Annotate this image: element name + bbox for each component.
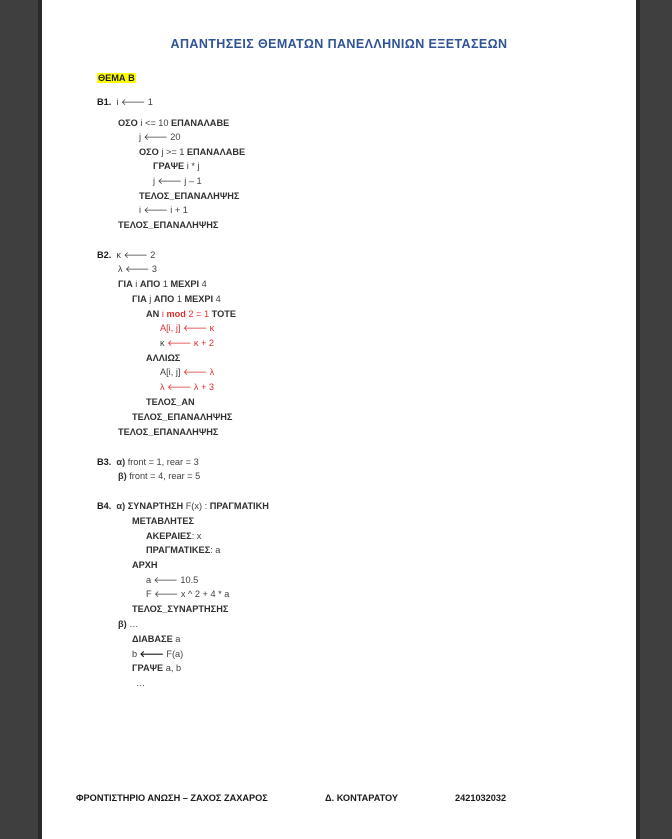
b2-line-13: ΤΕΛΟΣ_ΕΠΑΝΑΛΗΨΗΣ xyxy=(118,427,219,437)
b4-line-6: a 🡐 10.5 xyxy=(146,575,199,586)
b1-line-4: ΟΣΟ j >= 1 ΕΠΑΝΑΛΑΒΕ xyxy=(139,147,246,157)
page-title: ΑΠΑΝΤΗΣΕΙΣ ΘΕΜΑΤΩΝ ΠΑΝΕΛΛΗΝΙΩΝ ΕΞΕΤΑΣΕΩΝ xyxy=(170,37,508,51)
b2-line-4: ΓΙΑ j ΑΠΟ 1 ΜΕΧΡΙ 4 xyxy=(132,294,221,304)
b4-line-b: β) … xyxy=(118,619,139,629)
b4-line-11: ΓΡΑΨΕ a, b xyxy=(132,663,182,673)
b1-line-7: ΤΕΛΟΣ_ΕΠΑΝΑΛΗΨΗΣ xyxy=(139,191,240,201)
footer-school: ΦΡΟΝΤΙΣΤΗΡΙΟ ΑΝΩΣΗ – ΖΑΧΟΣ ΖΑΧΑΡΟΣ xyxy=(76,793,268,803)
b2-line-8: ΑΛΛΙΩΣ xyxy=(146,353,181,363)
b1-line-5: ΓΡΑΨΕ i * j xyxy=(153,161,200,171)
b4-line-9: ΔΙΑΒΑΣΕ a xyxy=(132,634,181,644)
b2-line-1: Β2. κ 🡐 2 xyxy=(97,250,156,261)
footer-phone: 2421032032 xyxy=(455,793,507,803)
b4-line-3: ΑΚΕΡΑΙΕΣ: x xyxy=(146,531,202,541)
section-heading xyxy=(97,72,136,84)
arrow-left-icon: 🡐 xyxy=(154,590,179,600)
b1-label: Β1. xyxy=(97,97,112,107)
b4-line-12: … xyxy=(136,678,146,688)
b4-line-7: F 🡐 x ^ 2 + 4 * a xyxy=(146,589,230,600)
footer-author: Δ. ΚΟΝΤΑΡΑΤΟΥ xyxy=(325,793,399,803)
b1-line-2: ΟΣΟ i <= 10 ΕΠΑΝΑΛΑΒΕ xyxy=(118,118,230,128)
b3-line-b: β) front = 4, rear = 5 xyxy=(118,471,201,481)
b2-line-5: ΑΝ i mod 2 = 1 ΤΟΤΕ xyxy=(146,309,236,319)
b3-label: Β3. xyxy=(97,457,112,467)
b1-line-8: i 🡐 i + 1 xyxy=(139,205,188,216)
arrow-left-icon: 🡐 xyxy=(123,251,148,261)
arrow-left-icon: 🡐 xyxy=(157,177,182,187)
arrow-left-icon: 🡐 xyxy=(153,576,178,586)
page-shadow-right xyxy=(636,0,640,839)
b4-label: Β4. xyxy=(97,501,112,511)
b2-line-2: λ 🡐 3 xyxy=(118,264,157,275)
b2-line-7: κ 🡐 κ + 2 xyxy=(160,338,215,349)
b2-line-3: ΓΙΑ i ΑΠΟ 1 ΜΕΧΡΙ 4 xyxy=(118,279,207,289)
arrow-left-icon: 🡐 xyxy=(121,98,146,108)
b3-line-a: Β3. α) front = 1, rear = 3 xyxy=(97,457,199,467)
b4-line-2: ΜΕΤΑΒΛΗΤΕΣ xyxy=(132,516,194,526)
arrow-left-icon: 🡐 xyxy=(167,339,192,349)
b2-line-12: ΤΕΛΟΣ_ΕΠΑΝΑΛΗΨΗΣ xyxy=(132,412,233,422)
b2-line-6: A[i, j] 🡐 κ xyxy=(160,323,215,334)
b1-line-6: j 🡐 j – 1 xyxy=(153,176,202,187)
arrow-left-icon: 🡐 xyxy=(182,324,208,334)
arrow-left-icon: 🡐 xyxy=(125,265,150,275)
arrow-left-icon: 🡐 xyxy=(182,368,208,378)
b2-line-11: ΤΕΛΟΣ_ΑΝ xyxy=(146,397,195,407)
section-highlight: ΘΕΜΑ Β xyxy=(98,73,135,83)
b4-line-1: Β4. α) ΣΥΝΑΡΤΗΣΗ F(x) : ΠΡΑΓΜΑΤΙΚΗ xyxy=(97,501,269,511)
b4-line-5: ΑΡΧΗ xyxy=(132,560,158,570)
b4-line-10: b 🡐 F(a) xyxy=(132,649,184,660)
b1-line-1: Β1. i 🡐 1 xyxy=(97,97,153,108)
arrow-left-icon: 🡐 xyxy=(143,133,168,143)
arrow-left-icon: 🡐 xyxy=(143,206,168,216)
b2-label: Β2. xyxy=(97,250,112,260)
b1-line-3: j 🡐 20 xyxy=(139,132,181,143)
arrow-left-icon: 🡐 xyxy=(167,383,192,393)
arrow-left-icon: 🡐 xyxy=(139,650,164,660)
b4-line-4: ΠΡΑΓΜΑΤΙΚΕΣ: a xyxy=(146,545,221,555)
b2-line-9: A[i, j] 🡐 λ xyxy=(160,367,215,378)
document-page xyxy=(42,0,636,839)
b1-line-9: ΤΕΛΟΣ_ΕΠΑΝΑΛΗΨΗΣ xyxy=(118,220,219,230)
b2-line-10: λ 🡐 λ + 3 xyxy=(160,382,215,393)
b4-line-8: ΤΕΛΟΣ_ΣΥΝΑΡΤΗΣΗΣ xyxy=(132,604,229,614)
